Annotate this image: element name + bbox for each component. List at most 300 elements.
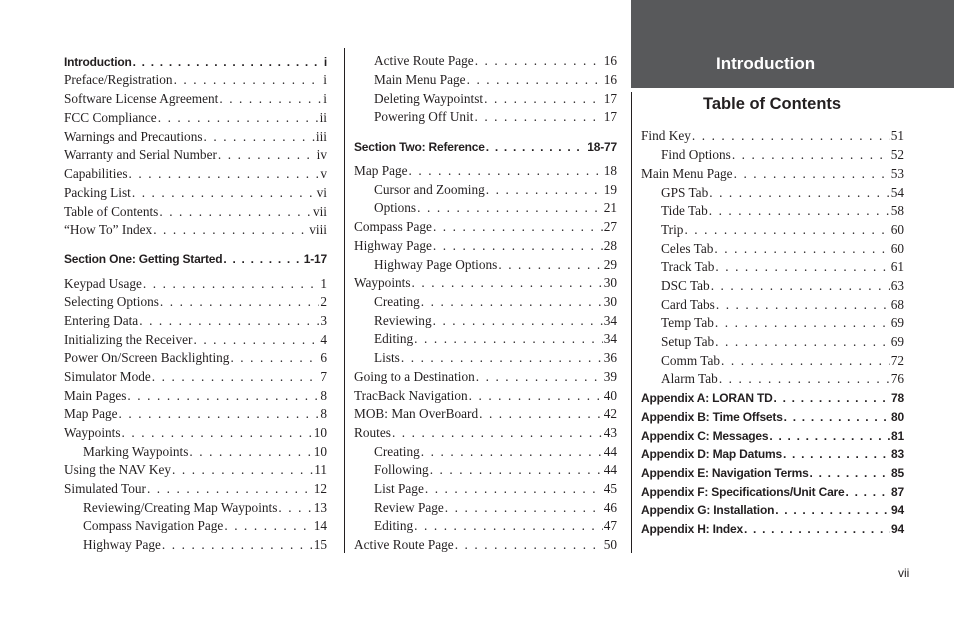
dot-leader <box>769 427 890 445</box>
toc-entry <box>661 202 904 220</box>
toc-entry <box>374 517 617 535</box>
dot-leader <box>476 368 603 386</box>
toc-entry-page: 54 <box>890 185 904 200</box>
toc-entry-page: 19 <box>603 182 617 197</box>
dot-leader <box>159 203 312 221</box>
dot-leader <box>412 274 603 292</box>
dot-leader <box>455 536 603 554</box>
toc-entry-title: Preface/Registration <box>64 72 173 87</box>
toc-title: Table of Contents <box>703 95 842 113</box>
toc-entry-title: DSC Tab <box>661 278 710 293</box>
toc-entry <box>641 483 904 501</box>
toc-entry <box>64 312 327 330</box>
toc-entry <box>374 71 617 89</box>
toc-entry <box>64 109 327 127</box>
toc-entry <box>641 464 904 482</box>
toc-entry-page: 12 <box>313 481 327 496</box>
toc-entry <box>374 312 617 330</box>
toc-entry-page: 40 <box>603 388 617 403</box>
dot-leader <box>127 387 319 405</box>
dot-leader <box>139 312 319 330</box>
dot-leader <box>224 517 312 535</box>
toc-entry-title: Entering Data <box>64 313 139 328</box>
toc-entry <box>64 275 327 293</box>
toc-entry-title: Simulator Mode <box>64 369 151 384</box>
dot-leader <box>783 445 890 463</box>
dot-leader <box>218 146 316 164</box>
toc-entry-page: 2 <box>320 294 327 309</box>
toc-entry-title: Lists <box>374 350 400 365</box>
toc-entry-title: Appendix F: Specifications/Unit Care <box>641 485 845 499</box>
toc-entry-title: Reviewing/Creating Map Waypoints <box>83 500 278 515</box>
dot-leader <box>204 128 315 146</box>
toc-entry <box>354 536 617 554</box>
dot-leader <box>401 349 603 367</box>
toc-entry <box>641 520 904 538</box>
toc-entry <box>64 53 327 71</box>
toc-entry-page: i <box>323 91 327 106</box>
dot-leader <box>133 53 323 71</box>
toc-entry-title: Main Pages <box>64 388 127 403</box>
toc-entry <box>64 146 327 164</box>
toc-entry <box>64 387 327 405</box>
toc-entry <box>661 277 904 295</box>
toc-entry <box>64 293 327 311</box>
toc-entry <box>83 517 327 535</box>
toc-entry <box>374 90 617 108</box>
dot-leader <box>469 387 603 405</box>
toc-entry <box>374 256 617 274</box>
dot-leader <box>475 52 603 70</box>
toc-entry <box>661 221 904 239</box>
toc-entry-title: Active Route Page <box>354 537 454 552</box>
toc-entry-title: Track Tab <box>661 259 715 274</box>
dot-leader <box>129 165 320 183</box>
toc-entry-page: 18-77 <box>587 140 617 154</box>
toc-entry <box>64 71 327 89</box>
dot-leader <box>716 296 890 314</box>
dot-leader <box>846 483 891 501</box>
toc-entry-page: 30 <box>603 294 617 309</box>
dot-leader <box>147 480 313 498</box>
toc-entry-page: 51 <box>890 128 904 143</box>
toc-entry-page: 68 <box>890 297 904 312</box>
dot-leader <box>230 349 319 367</box>
toc-entry <box>641 389 904 407</box>
toc-entry <box>661 146 904 164</box>
toc-entry-title: Going to a Destination <box>354 369 475 384</box>
dot-leader <box>709 202 890 220</box>
toc-entry <box>64 424 327 442</box>
toc-entry-title: Using the NAV Key <box>64 462 171 477</box>
toc-entry <box>374 181 617 199</box>
toc-entry-title: Introduction <box>64 55 132 69</box>
toc-entry <box>641 127 904 145</box>
toc-entry-page: 94 <box>891 503 904 517</box>
dot-leader <box>774 389 891 407</box>
toc-entry-title: Setup Tab <box>661 334 715 349</box>
toc-entry-page: 16 <box>603 72 617 87</box>
toc-entry-page: 11 <box>314 462 327 477</box>
toc-entry <box>64 250 327 268</box>
toc-entry-title: Creating <box>374 444 420 459</box>
toc-entry-title: Card Tabs <box>661 297 715 312</box>
toc-entry <box>64 128 327 146</box>
toc-entry <box>661 240 904 258</box>
dot-leader <box>498 256 602 274</box>
column-divider-1 <box>344 48 345 553</box>
dot-leader <box>734 165 890 183</box>
toc-entry-page: 53 <box>890 166 904 181</box>
toc-entry-page: 8 <box>320 388 327 403</box>
toc-entry-page: 36 <box>603 350 617 365</box>
toc-entry-title: Appendix B: Time Offsets <box>641 410 783 424</box>
toc-entry-page: 13 <box>313 500 327 515</box>
toc-entry-page: 42 <box>603 406 617 421</box>
toc-entry-title: Waypoints <box>354 275 411 290</box>
toc-entry-title: Find Options <box>661 147 731 162</box>
toc-entry <box>354 162 617 180</box>
toc-entry-page: 63 <box>890 278 904 293</box>
toc-entry-page: vi <box>316 185 327 200</box>
toc-entry-page: 18 <box>603 163 617 178</box>
toc-entry-title: Creating <box>374 294 420 309</box>
toc-entry-title: MOB: Man OverBoard <box>354 406 479 421</box>
section-title: Introduction <box>716 54 816 73</box>
toc-entry-page: v <box>320 166 327 181</box>
toc-entry <box>64 349 327 367</box>
dot-leader <box>172 461 313 479</box>
toc-entry <box>661 314 904 332</box>
section-header-band <box>631 0 954 88</box>
toc-entry <box>641 427 904 445</box>
toc-entry-title: Active Route Page <box>374 53 474 68</box>
dot-leader <box>709 184 889 202</box>
toc-entry-title: Review Page <box>374 500 444 515</box>
dot-leader <box>474 108 602 126</box>
toc-entry <box>64 203 327 221</box>
toc-entry <box>83 499 327 517</box>
toc-entry-title: Appendix C: Messages <box>641 429 769 443</box>
toc-entry-title: Compass Navigation Page <box>83 518 224 533</box>
toc-entry-title: FCC Compliance <box>64 110 157 125</box>
toc-entry <box>661 333 904 351</box>
toc-entry-page: 15 <box>313 537 327 552</box>
toc-entry-title: Find Key <box>641 128 691 143</box>
dot-leader <box>732 146 890 164</box>
dot-leader <box>692 127 890 145</box>
dot-leader <box>714 240 889 258</box>
dot-leader <box>152 368 320 386</box>
toc-entry-title: Deleting Waypointst <box>374 91 484 106</box>
toc-entry <box>374 108 617 126</box>
toc-entry-title: Highway Page <box>354 238 432 253</box>
toc-entry-page: 29 <box>603 257 617 272</box>
toc-entry-page: i <box>323 55 327 69</box>
dot-leader <box>484 90 603 108</box>
dot-leader <box>409 162 603 180</box>
dot-leader <box>143 275 319 293</box>
toc-entry-title: Appendix E: Navigation Terms <box>641 466 809 480</box>
toc-entry-page: 87 <box>891 485 904 499</box>
dot-leader <box>417 199 603 217</box>
toc-entry-title: Tide Tab <box>661 203 708 218</box>
toc-entry-page: 1 <box>320 276 327 291</box>
dot-leader <box>715 333 890 351</box>
toc-entry-title: Warranty and Serial Number <box>64 147 217 162</box>
toc-entry <box>374 499 617 517</box>
toc-entry-page: 46 <box>603 500 617 515</box>
dot-leader <box>486 181 603 199</box>
toc-entry-page: 50 <box>603 537 617 552</box>
toc-entry-title: Compass Page <box>354 219 432 234</box>
toc-entry-title: Editing <box>374 518 414 533</box>
toc-entry-page: ii <box>319 110 327 125</box>
toc-entry <box>374 52 617 70</box>
toc-entry <box>354 274 617 292</box>
toc-entry-page: iv <box>316 147 327 162</box>
toc-entry <box>64 480 327 498</box>
toc-entry <box>64 90 327 108</box>
toc-entry-title: Following <box>374 462 429 477</box>
dot-leader <box>421 443 603 461</box>
toc-entry-page: 10 <box>313 425 327 440</box>
toc-entry-page: 58 <box>890 203 904 218</box>
toc-entry <box>354 424 617 442</box>
dot-leader <box>486 138 587 156</box>
toc-entry-title: Map Page <box>64 406 118 421</box>
toc-entry <box>354 237 617 255</box>
toc-entry-title: Highway Page <box>83 537 161 552</box>
toc-entry <box>641 165 904 183</box>
dot-leader <box>433 312 603 330</box>
toc-entry-page: 72 <box>890 353 904 368</box>
toc-entry-page: 85 <box>891 466 904 480</box>
toc-entry-title: Appendix H: Index <box>641 522 743 536</box>
toc-entry-page: 8 <box>320 406 327 421</box>
dot-leader <box>721 352 890 370</box>
toc-entry-title: Appendix G: Installation <box>641 503 775 517</box>
toc-entry-page: 17 <box>603 91 617 106</box>
toc-entry-title: Section Two: Reference <box>354 140 485 154</box>
toc-entry <box>64 221 327 239</box>
dot-leader <box>711 277 890 295</box>
toc-entry-page: 69 <box>890 334 904 349</box>
toc-entry <box>64 165 327 183</box>
toc-entry-page: iii <box>315 129 327 144</box>
toc-entry-page: 44 <box>603 462 617 477</box>
dot-leader <box>467 71 603 89</box>
toc-entry-title: Powering Off Unit <box>374 109 474 124</box>
dot-leader <box>219 90 322 108</box>
toc-entry-title: “How To” Index <box>64 222 153 237</box>
dot-leader <box>479 405 603 423</box>
toc-entry <box>354 368 617 386</box>
toc-entry-page: 44 <box>603 444 617 459</box>
dot-leader <box>744 520 890 538</box>
dot-leader <box>189 443 312 461</box>
toc-entry-title: Section One: Getting Started <box>64 252 223 266</box>
toc-entry-title: Software License Agreement <box>64 91 219 106</box>
dot-leader <box>119 405 320 423</box>
dot-leader <box>715 314 890 332</box>
toc-entry-page: 47 <box>603 518 617 533</box>
toc-entry-page: 61 <box>890 259 904 274</box>
page-number: vii <box>898 566 910 580</box>
toc-entry-title: Reviewing <box>374 313 432 328</box>
toc-entry <box>64 184 327 202</box>
toc-entry-page: viii <box>309 222 327 237</box>
toc-entry-title: Main Menu Page <box>374 72 466 87</box>
toc-entry-page: 28 <box>603 238 617 253</box>
toc-entry-title: Warnings and Precautions <box>64 129 203 144</box>
toc-entry-title: Appendix D: Map Datums <box>641 447 782 461</box>
toc-entry-page: 14 <box>313 518 327 533</box>
toc-entry-title: Comm Tab <box>661 353 721 368</box>
dot-leader <box>810 464 891 482</box>
toc-entry <box>374 461 617 479</box>
toc-entry-page: 30 <box>603 275 617 290</box>
toc-entry-page: 1-17 <box>303 252 327 266</box>
dot-leader <box>775 501 890 519</box>
toc-entry-title: Options <box>374 200 417 215</box>
toc-entry <box>64 331 327 349</box>
dot-leader <box>445 499 603 517</box>
toc-entry <box>354 405 617 423</box>
toc-entry-page: 3 <box>320 313 327 328</box>
column-divider-2 <box>631 92 632 553</box>
toc-entry-title: GPS Tab <box>661 185 709 200</box>
toc-entry-title: Capabilities <box>64 166 128 181</box>
toc-entry <box>64 461 327 479</box>
dot-leader <box>162 536 313 554</box>
toc-entry-page: 4 <box>320 332 327 347</box>
toc-entry <box>661 352 904 370</box>
toc-entry-title: List Page <box>374 481 424 496</box>
dot-leader <box>430 461 603 479</box>
toc-entry-title: Highway Page Options <box>374 257 498 272</box>
toc-entry <box>374 199 617 217</box>
toc-entry-title: Packing List <box>64 185 131 200</box>
toc-entry-title: Power On/Screen Backlighting <box>64 350 230 365</box>
toc-entry-page: 60 <box>890 222 904 237</box>
toc-entry-page: 81 <box>891 429 904 443</box>
toc-entry-page: 6 <box>320 350 327 365</box>
toc-entry-page: 27 <box>603 219 617 234</box>
toc-entry-page: 39 <box>603 369 617 384</box>
toc-entry <box>641 408 904 426</box>
toc-entry <box>661 370 904 388</box>
dot-leader <box>132 184 316 202</box>
dot-leader <box>414 517 603 535</box>
toc-entry <box>374 293 617 311</box>
toc-entry <box>661 296 904 314</box>
toc-entry-page: 43 <box>603 425 617 440</box>
toc-entry-title: Initializing the Receiver <box>64 332 193 347</box>
toc-entry-page: 16 <box>603 53 617 68</box>
dot-leader <box>421 293 603 311</box>
dot-leader <box>193 331 319 349</box>
toc-entry-title: Celes Tab <box>661 241 714 256</box>
toc-entry <box>641 501 904 519</box>
toc-entry-page: vii <box>312 204 327 219</box>
toc-entry-page: 76 <box>890 371 904 386</box>
toc-entry-title: Main Menu Page <box>641 166 733 181</box>
toc-entry-title: Routes <box>354 425 391 440</box>
toc-entry-title: Marking Waypoints <box>83 444 189 459</box>
toc-entry-title: TracBack Navigation <box>354 388 468 403</box>
dot-leader <box>715 258 889 276</box>
toc-entry <box>83 536 327 554</box>
toc-entry-title: Map Page <box>354 163 408 178</box>
toc-entry-page: i <box>323 72 327 87</box>
dot-leader <box>278 499 312 517</box>
toc-entry-page: 94 <box>891 522 904 536</box>
toc-entry-title: Editing <box>374 331 414 346</box>
toc-entry-page: 83 <box>891 447 904 461</box>
toc-entry-page: 34 <box>603 313 617 328</box>
toc-entry-title: Trip <box>661 222 684 237</box>
dot-leader <box>433 237 603 255</box>
dot-leader <box>160 293 319 311</box>
dot-leader <box>719 370 890 388</box>
toc-entry-title: Alarm Tab <box>661 371 718 386</box>
toc-entry <box>641 445 904 463</box>
toc-entry <box>374 330 617 348</box>
toc-entry-page: 52 <box>890 147 904 162</box>
toc-entry-title: Keypad Usage <box>64 276 142 291</box>
toc-entry-page: 10 <box>313 444 327 459</box>
toc-entry <box>374 443 617 461</box>
toc-entry <box>354 138 617 156</box>
toc-entry-title: Selecting Options <box>64 294 159 309</box>
dot-leader <box>158 109 319 127</box>
toc-entry-page: 80 <box>891 410 904 424</box>
toc-entry-page: 17 <box>603 109 617 124</box>
toc-entry-page: 69 <box>890 315 904 330</box>
dot-leader <box>433 218 603 236</box>
toc-entry <box>354 218 617 236</box>
toc-entry-title: Appendix A: LORAN TD <box>641 391 773 405</box>
toc-entry-title: Table of Contents <box>64 204 159 219</box>
dot-leader <box>425 480 603 498</box>
dot-leader <box>223 250 302 268</box>
dot-leader <box>153 221 308 239</box>
toc-entry-title: Simulated Tour <box>64 481 146 496</box>
toc-entry <box>374 349 617 367</box>
toc-entry <box>661 184 904 202</box>
toc-entry-page: 60 <box>890 241 904 256</box>
toc-entry-page: 34 <box>603 331 617 346</box>
toc-entry-title: Waypoints <box>64 425 121 440</box>
toc-entry-page: 21 <box>603 200 617 215</box>
toc-entry <box>64 405 327 423</box>
toc-entry-title: Cursor and Zooming <box>374 182 485 197</box>
toc-entry-page: 45 <box>603 481 617 496</box>
dot-leader <box>174 71 323 89</box>
toc-entry <box>354 387 617 405</box>
toc-entry <box>374 480 617 498</box>
toc-entry-title: Temp Tab <box>661 315 714 330</box>
dot-leader <box>414 330 603 348</box>
dot-leader <box>122 424 313 442</box>
dot-leader <box>784 408 890 426</box>
toc-entry <box>64 368 327 386</box>
toc-entry-page: 7 <box>320 369 327 384</box>
toc-entry <box>661 258 904 276</box>
toc-entry <box>83 443 327 461</box>
dot-leader <box>684 221 889 239</box>
